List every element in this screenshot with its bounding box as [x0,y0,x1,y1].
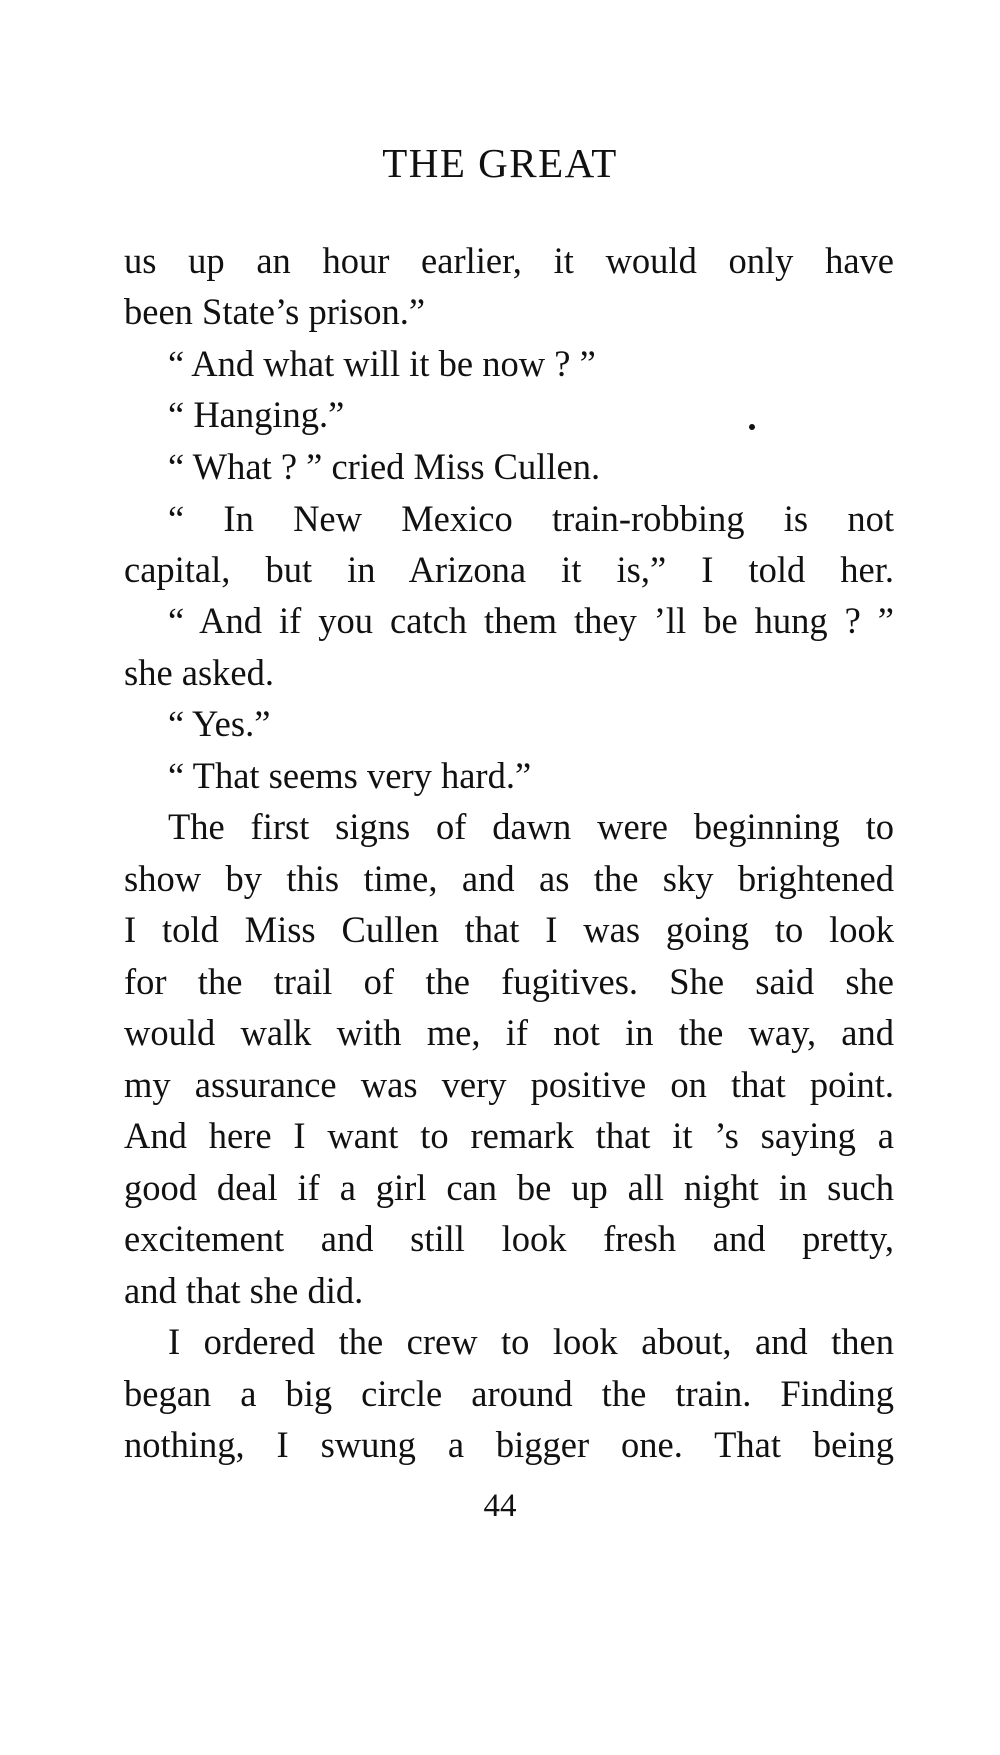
ink-speck [749,424,755,430]
page-number: 44 [483,1488,517,1524]
text-line: “ That seems very hard.” [168,755,532,796]
text-line: us up an hour earlier, it would only have [124,240,894,281]
text-line: The first signs of dawn were beginning to [168,806,894,847]
text-line: “ Yes.” [168,703,271,744]
text-line: “ In New Mexico train-robbing is not [168,498,894,539]
text-line: show by this time, and as the sky brightened [124,858,894,899]
text-line: would walk with me, if not in the way, and [124,1012,894,1053]
text-line: began a big circle around the train. Finding [124,1373,894,1414]
text-line: for the trail of the fugitives. She said she [124,961,894,1002]
running-head: THE GREAT [382,140,618,186]
text-line: “ And if you catch them they ’ll be hung ? ” [168,600,894,641]
text-line: and that she did. [124,1270,364,1311]
text-line: “ What ? ” cried Miss Cullen. [168,446,601,487]
text-line: And here I want to remark that it ’s saying a [124,1115,894,1156]
text-line: I told Miss Cullen that I was going to look [124,909,894,950]
text-line: capital, but in Arizona it is,” I told her. [124,549,894,590]
text-line: “ Hanging.” [168,394,345,435]
text-line: my assurance was very positive on that point. [124,1064,894,1105]
text-line: good deal if a girl can be up all night in such [124,1167,894,1208]
text-line: been State’s prison.” [124,291,426,332]
text-line: “ And what will it be now ? ” [168,343,596,384]
text-line: she asked. [124,652,275,693]
text-line: excitement and still look fresh and pretty, [124,1218,894,1259]
text-line: nothing, I swung a bigger one. That being [124,1424,894,1465]
text-line: I ordered the crew to look about, and then [168,1321,894,1362]
